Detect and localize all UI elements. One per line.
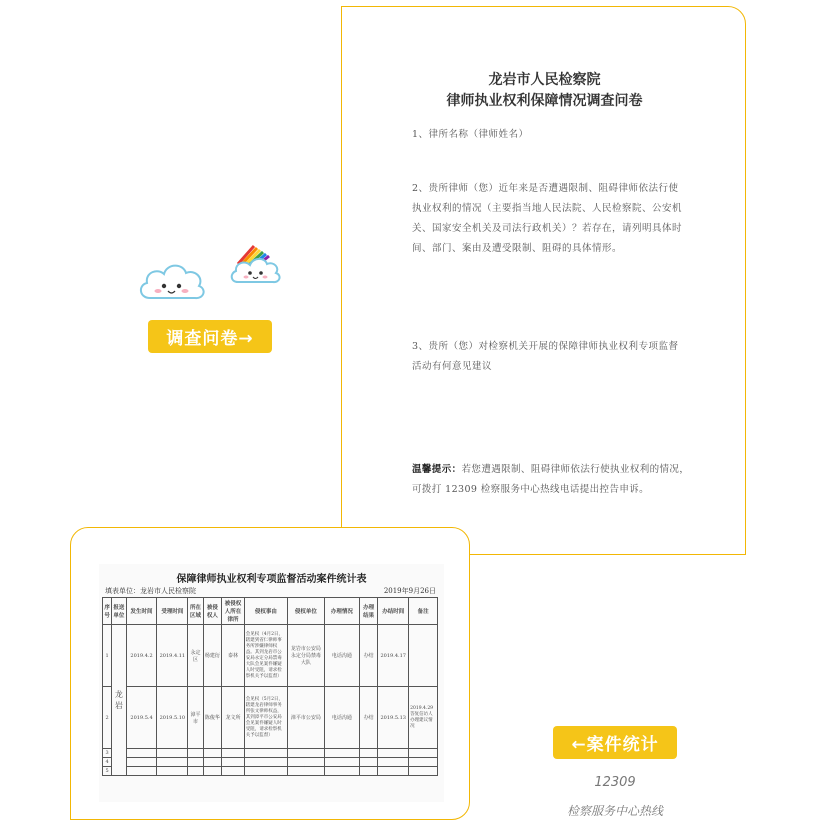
hotline-number: 12309 [594,775,636,790]
report-unit: 龙岩 [112,625,126,776]
reason: 会见权（4月2日，辖建到省仁律师事务所涉嫌律师权益。其到龙岩市公安局永定分局禁毒大队会见案件嫌疑人时受阻，请求检察机关予以监督） [244,625,287,687]
survey-button[interactable]: 调查问卷→ [148,320,272,353]
col-header: 被侵权人 [203,598,221,625]
firm: 泰林 [222,625,245,687]
col-header: 侵权事由 [244,598,287,625]
stats-table-title: 保障律师执业权利专项监督活动案件统计表 [176,574,367,585]
victim: 杨建衍 [203,625,221,687]
row-no: 3 [103,749,112,758]
survey-document [341,6,746,555]
note [409,625,438,687]
row-no: 2 [103,687,112,749]
occur-time: 2019.5.4 [126,687,157,749]
done-time: 2019.4.17 [378,625,409,687]
col-header: 报送单位 [112,598,126,625]
region: 永定区 [188,625,203,687]
table-row [103,625,438,687]
table-row [103,749,438,758]
col-header: 办理情况 [324,598,359,625]
tip-label: 温馨提示： [412,464,462,475]
org: 漳平市公安局 [287,687,324,749]
firm: 龙文所 [222,687,245,749]
cloud-face-icon [136,258,208,304]
col-header: 所在区域 [188,598,203,625]
survey-question-3: 3、贵所（您）对检察机关开展的保障律师执业权利专项监督活动有何意见建议 [412,341,679,372]
survey-tip [412,460,692,500]
survey-title: 律师执业权利保障情况调查问卷 [446,93,643,109]
col-header: 受理时间 [157,598,188,625]
accept-time: 2019.4.11 [157,625,188,687]
accept-time: 2019.5.10 [157,687,188,749]
col-header: 办结时间 [378,598,409,625]
col-header: 办理结果 [359,598,377,625]
victim: 陈俊华 [203,687,221,749]
stats-table-header-row [103,598,438,625]
result: 办结 [359,625,377,687]
done-time: 2019.5.13 [378,687,409,749]
case-stats-button[interactable]: ←案件统计 [553,726,677,759]
row-no: 5 [103,767,112,776]
region: 漳平市 [188,687,203,749]
stats-table-filler: 填表单位：龙岩市人民检察院 [105,587,196,595]
result: 办结 [359,687,377,749]
table-row [103,767,438,776]
stats-table [102,597,438,776]
stats-table-date: 2019年9月26日 [383,587,436,595]
rainbow-cloud-icon [228,240,282,286]
col-header: 侵权单位 [287,598,324,625]
table-row [103,758,438,767]
case-stats-table-image [99,564,444,802]
row-no: 4 [103,758,112,767]
tip-text: 若您遭遇限制、阻碍律师依法行使执业权利的情况，可拨打 12309 检察服务中心热线电话提出控告申诉。 [412,464,690,495]
col-header: 备注 [409,598,438,625]
col-header: 发生时间 [126,598,157,625]
row-no: 1 [103,625,112,687]
col-header: 被侵权人所在律所 [222,598,245,625]
col-header: 序号 [103,598,112,625]
hotline-label: 检察服务中心热线 [566,804,663,818]
table-row [103,687,438,749]
occur-time: 2019.4.2 [126,625,157,687]
note: 2019.4.29答复信访人办理建议情况 [409,687,438,749]
survey-title-org: 龙岩市人民检察院 [488,72,601,88]
survey-question-1: 1、律所名称（律师姓名） [412,129,529,140]
status: 电话沟通 [324,687,359,749]
survey-question-2: 2、贵所律师（您）近年来是否遭遇限制、阻碍律师依法行使执业权利的情况（主要指当地人民法院、人民检察院、公安机关、国家安全机关及司法行政机关）？若存在，请列明具体时间、部门、案由及遭受限制、阻碍的具体情形。 [412,183,683,254]
org: 龙岩市公安局永定分局禁毒大队 [287,625,324,687]
status: 电话沟通 [324,625,359,687]
case-stats-card [70,527,470,820]
reason: 会见权（5月2日，辖建龙岩律师事务所张文律师权益，其到漳平市公安局会见案件嫌疑人时受阻，请求检察机关予以监督） [244,687,287,749]
